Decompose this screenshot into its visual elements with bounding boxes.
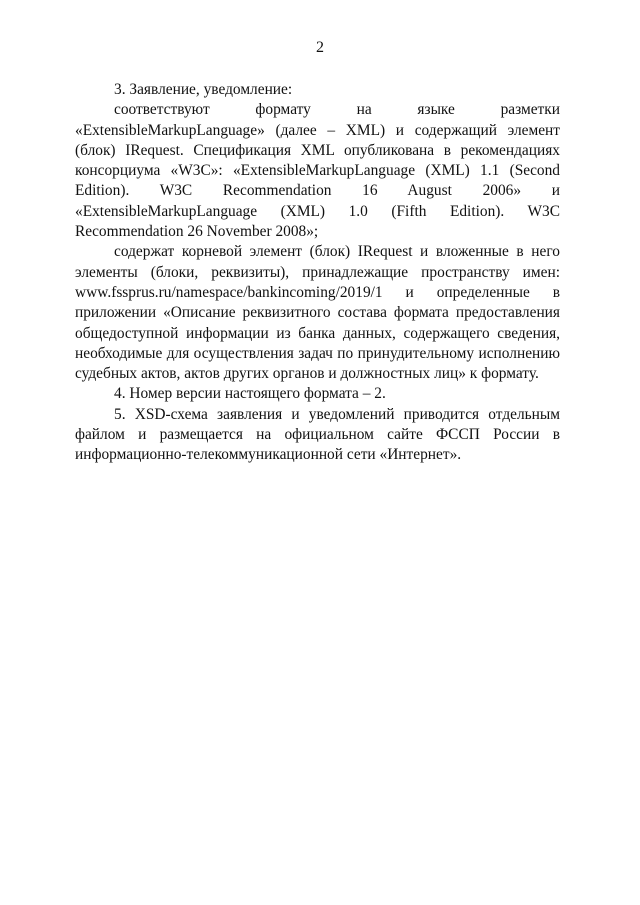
paragraph-section-3-heading: 3. Заявление, уведомление: [114, 81, 293, 98]
paragraph-format-conformance: соответствуют формату на языке разметки «ExtensibleMarkupLanguage» (далее – XML) и содержащий элемент (блок) IRequest. Спецификация XML опубликована в рекомендациях консорциума «W3C»: «ExtensibleMarkupLanguage (XML) 1.1 (Second Edition). W3C Recommendation 16 August 2006» и «ExtensibleMarkupLanguage (XML) 1.0 (Fifth Edition). W3C Recommendation 26 November 2008»; [75, 101, 560, 241]
page-number: 2 [316, 39, 324, 56]
paragraph-version-number: 4. Номер версии настоящего формата – 2. [114, 385, 386, 403]
document-body [75, 80, 560, 466]
paragraph-root-element: содержат корневой элемент (блок) IRequest и вложенные в него элементы (блоки, реквизиты), принадлежащие пространству имен: www.fssprus.ru/namespace/bankincoming/2019/1 и определенные в приложении «Описание реквизитного состава формата предоставления общедоступной информации из банка данных, содержащего сведения, необходимые для осуществления задач по принудительному исполнению судебных актов, актов других органов и должностных лиц» к формату. [75, 243, 560, 383]
paragraph-xsd-schema: 5. XSD-схема заявления и уведомлений приводится отдельным файлом и размещается на официальном сайте ФССП России в информационно-телекоммуникационной сети «Интернет». [75, 405, 560, 464]
